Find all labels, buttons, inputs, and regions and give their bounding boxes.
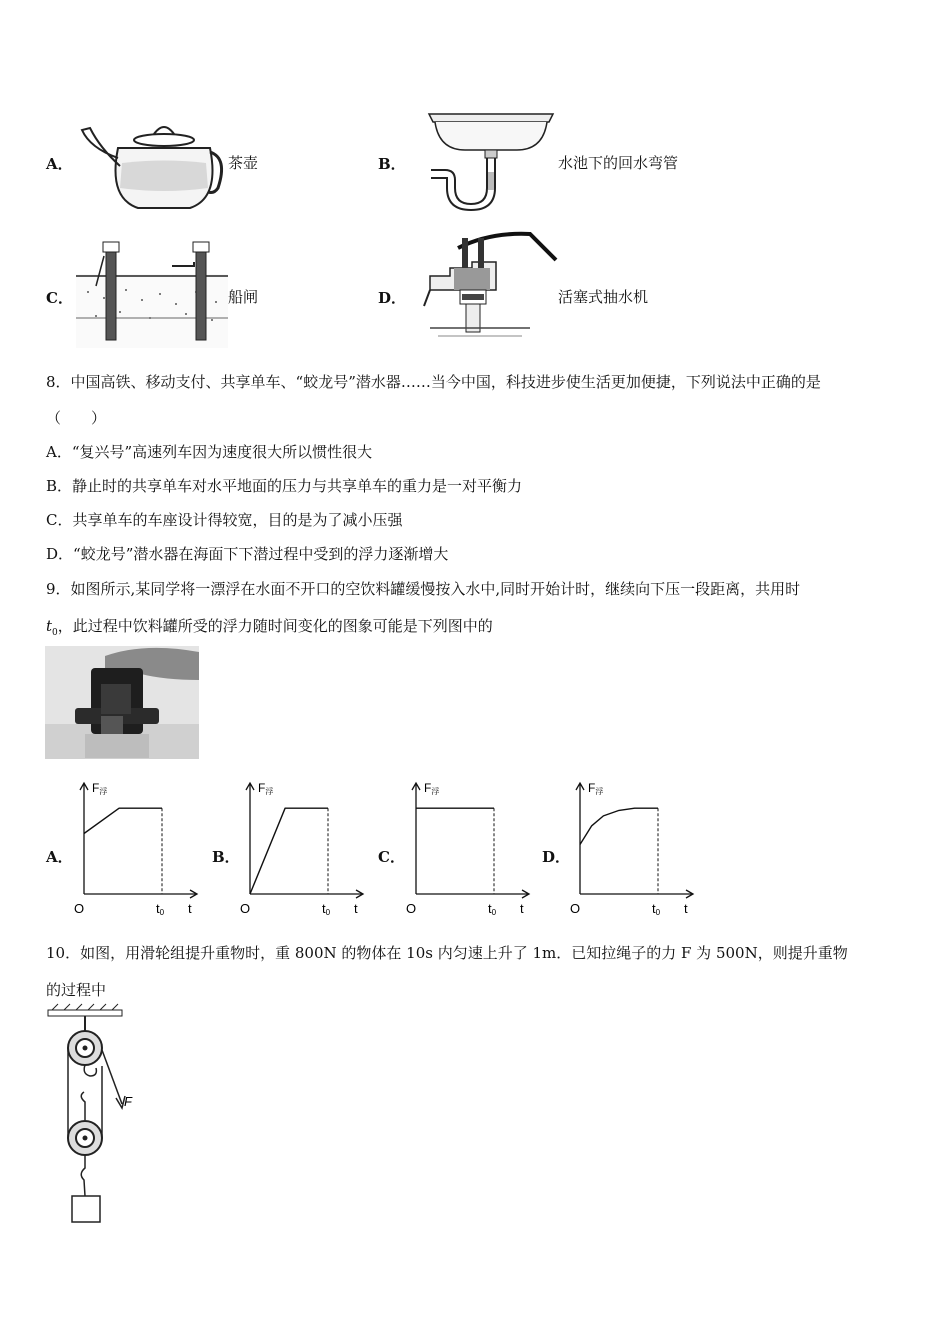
option-b-letter: B． bbox=[378, 155, 406, 173]
y-axis-label-sub: 浮 bbox=[265, 787, 274, 796]
y-axis-label: F浮 bbox=[258, 781, 274, 796]
t0-label-sub: 0 bbox=[325, 908, 331, 917]
t0-label: t0 bbox=[652, 901, 661, 917]
q9-stem-line1: 9．如图所示,某同学将一漂浮在水面不开口的空饮料罐缓慢按入水中,同时开始计时，继续向下压一段距离，共用时 bbox=[46, 580, 801, 598]
ship-lock-figure bbox=[76, 236, 228, 348]
option-a-letter: A． bbox=[46, 155, 73, 173]
y-axis-label: F浮 bbox=[588, 781, 604, 796]
x-axis-label: t bbox=[684, 901, 688, 916]
graph-a-letter: A． bbox=[46, 848, 73, 866]
t0-label: t0 bbox=[156, 901, 165, 917]
piston-pump-figure bbox=[410, 232, 558, 344]
q9-stem-line2 bbox=[46, 615, 493, 638]
graph-d-letter: D． bbox=[542, 848, 571, 866]
t0-label-sub: 0 bbox=[491, 908, 497, 917]
q8-answer-bracket: （ ） bbox=[46, 409, 107, 427]
q8-option-b: B．静止时的共享单车对水平地面的压力与共享单车的重力是一对平衡力 bbox=[46, 477, 523, 495]
can-press-photo bbox=[45, 646, 199, 759]
option-c-caption: 船闸 bbox=[228, 288, 259, 306]
graph-c bbox=[402, 778, 532, 918]
t0-label: t0 bbox=[488, 901, 497, 917]
q10-stem-line1: 10．如图，用滑轮组提升重物时，重 800N 的物体在 10s 内匀速上升了 1m．已知拉绳子的力 F 为 500N，则提升重物 bbox=[46, 944, 848, 962]
y-axis-label: F浮 bbox=[424, 781, 440, 796]
option-d-caption: 活塞式抽水机 bbox=[558, 288, 649, 306]
q9-stem-line2-rest: ，此过程中饮料罐所受的浮力随时间变化的图象可能是下列图中的 bbox=[57, 617, 493, 635]
series-line bbox=[84, 808, 162, 833]
q10-stem-line2: 的过程中 bbox=[46, 981, 107, 999]
graph-a bbox=[70, 778, 200, 918]
x-axis-label: t bbox=[520, 901, 524, 916]
q9-t-symbol: t bbox=[46, 617, 53, 635]
origin-label: O bbox=[406, 901, 417, 916]
y-axis-label-sub: 浮 bbox=[99, 787, 108, 796]
graph-b-letter: B． bbox=[212, 848, 240, 866]
option-a-caption: 茶壶 bbox=[228, 154, 259, 172]
t0-label: t0 bbox=[322, 901, 331, 917]
q9-t-subscript: 0 bbox=[52, 628, 58, 638]
q8-option-a: A．“复兴号”高速列车因为速度很大所以惯性很大 bbox=[46, 443, 373, 461]
t0-label-sub: 0 bbox=[159, 908, 165, 917]
graph-d bbox=[566, 778, 696, 918]
option-c-letter: C． bbox=[46, 289, 73, 307]
series-line bbox=[250, 808, 328, 894]
graph-b bbox=[236, 778, 366, 918]
origin-label: O bbox=[240, 901, 251, 916]
q8-stem: 8．中国高铁、移动支付、共享单车、“蛟龙号”潜水器……当今中国，科技进步使生活更加便捷，下列说法中正确的是 bbox=[46, 373, 821, 391]
origin-label: O bbox=[74, 901, 85, 916]
option-d-letter: D． bbox=[378, 289, 407, 307]
sink-trap-figure bbox=[425, 110, 557, 212]
y-axis-label: F浮 bbox=[92, 781, 108, 796]
origin-label: O bbox=[570, 901, 581, 916]
y-axis-label-sub: 浮 bbox=[431, 787, 440, 796]
force-label: F bbox=[124, 1094, 132, 1109]
teapot-figure bbox=[78, 118, 226, 214]
option-b-caption: 水池下的回水弯管 bbox=[558, 154, 679, 172]
x-axis-label: t bbox=[188, 901, 192, 916]
pulley-system-figure bbox=[46, 1010, 146, 1226]
x-axis-label: t bbox=[354, 901, 358, 916]
q8-option-d: D．“蛟龙号”潜水器在海面下下潜过程中受到的浮力逐渐增大 bbox=[46, 545, 449, 563]
series-line bbox=[580, 808, 658, 844]
t0-label-sub: 0 bbox=[655, 908, 661, 917]
y-axis-label-sub: 浮 bbox=[595, 787, 604, 796]
graph-c-letter: C． bbox=[378, 848, 405, 866]
q8-option-c: C．共享单车的车座设计得较宽，目的是为了减小压强 bbox=[46, 511, 403, 529]
